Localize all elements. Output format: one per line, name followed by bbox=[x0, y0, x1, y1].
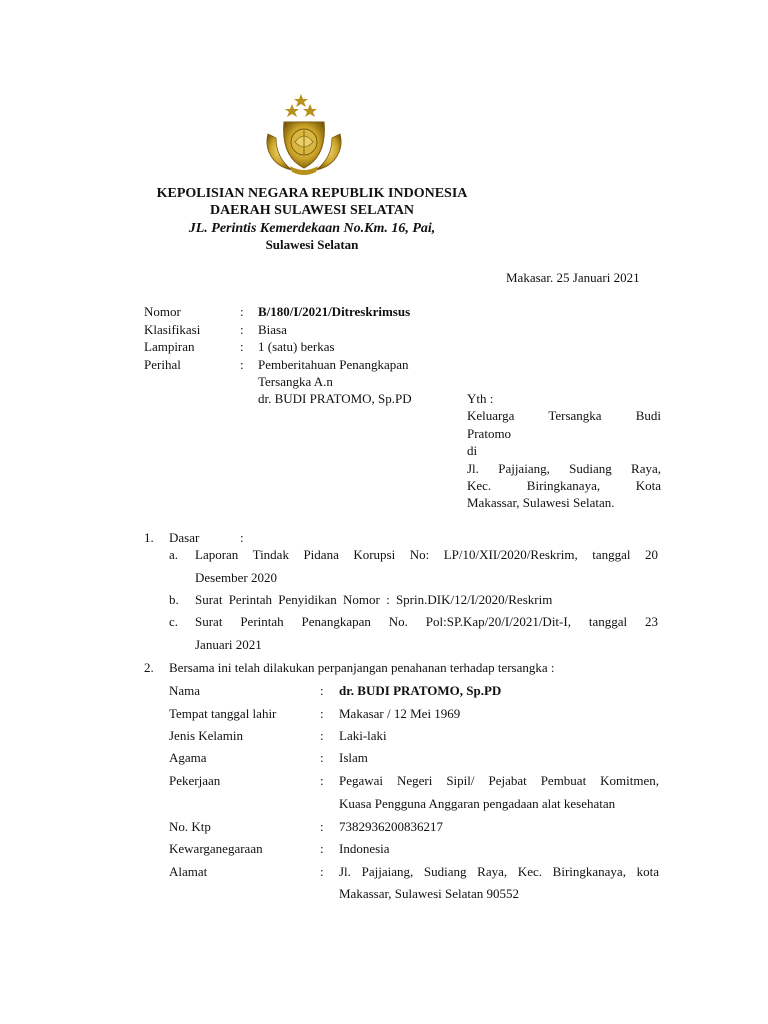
section-2-number: 2. bbox=[144, 660, 154, 675]
recipient-line-4: Jl. Pajjaiang, Sudiang Raya, bbox=[467, 461, 661, 476]
perihal-line-1: Pemberitahuan Penangkapan bbox=[258, 357, 409, 372]
perihal-line-2: Tersangka A.n bbox=[258, 374, 333, 389]
suspect-value: Indonesia bbox=[339, 841, 390, 856]
section-2-intro: Bersama ini telah dilakukan perpanjangan penahanan terhadap tersangka : bbox=[169, 660, 555, 675]
recipient-line-3: di bbox=[467, 443, 478, 458]
star-icon bbox=[294, 94, 308, 107]
suspect-colon: : bbox=[320, 728, 324, 743]
klasifikasi-value: Biasa bbox=[258, 322, 287, 337]
lampiran-colon: : bbox=[240, 339, 244, 354]
suspect-label: Agama bbox=[169, 750, 207, 765]
lampiran-label: Lampiran bbox=[144, 339, 195, 354]
suspect-label: Tempat tanggal lahir bbox=[169, 706, 277, 721]
header-line-1: KEPOLISIAN NEGARA REPUBLIK INDONESIA bbox=[156, 186, 468, 201]
dasar-item-text: Surat Perintah Penangkapan No. Pol:SP.Kap/20/I/2021/Dit-I, tanggal 23 bbox=[195, 614, 658, 629]
police-emblem-icon bbox=[262, 94, 346, 176]
nomor-label: Nomor bbox=[144, 304, 181, 319]
dasar-item-text: Surat Perintah Penyidikan Nomor : Sprin.DIK/12/I/2020/Reskrim bbox=[195, 592, 553, 607]
suspect-value: Laki-laki bbox=[339, 728, 387, 743]
header-line-4: Sulawesi Selatan bbox=[265, 237, 359, 252]
suspect-label: Jenis Kelamin bbox=[169, 728, 244, 743]
perihal-colon: : bbox=[240, 357, 244, 372]
klasifikasi-colon: : bbox=[240, 322, 244, 337]
nomor-value: B/180/I/2021/Ditreskrimsus bbox=[258, 304, 411, 319]
suspect-value: Islam bbox=[339, 750, 368, 765]
suspect-label: Nama bbox=[169, 683, 201, 698]
suspect-value-cont: Kuasa Pengguna Anggaran pengadaan alat kesehatan bbox=[339, 796, 616, 811]
suspect-label: Alamat bbox=[169, 864, 208, 879]
dasar-item-text-cont: Januari 2021 bbox=[195, 637, 262, 652]
suspect-colon: : bbox=[320, 773, 324, 788]
section-1-number: 1. bbox=[144, 530, 154, 545]
header-line-3: JL. Perintis Kemerdekaan No.Km. 16, Pai, bbox=[188, 221, 436, 236]
suspect-colon: : bbox=[320, 750, 324, 765]
suspect-value: Makasar / 12 Mei 1969 bbox=[339, 706, 461, 721]
header-line-2: DAERAH SULAWESI SELATAN bbox=[209, 203, 415, 218]
dasar-item-text-cont: Desember 2020 bbox=[195, 570, 277, 585]
recipient-line-2: Pratomo bbox=[467, 426, 512, 441]
suspect-label: Kewarganegaraan bbox=[169, 841, 263, 856]
suspect-label: Pekerjaan bbox=[169, 773, 221, 788]
recipient-line-5: Kec. Biringkanaya, Kota bbox=[467, 478, 661, 493]
section-1-colon: : bbox=[240, 530, 244, 545]
suspect-value: 7382936200836217 bbox=[339, 819, 443, 834]
klasifikasi-label: Klasifikasi bbox=[144, 322, 201, 337]
suspect-label: No. Ktp bbox=[169, 819, 211, 834]
suspect-value-cont: Makassar, Sulawesi Selatan 90552 bbox=[339, 886, 520, 901]
dasar-item-letter: a. bbox=[169, 547, 179, 562]
recipient-line-1: Keluarga Tersangka Budi bbox=[467, 408, 661, 423]
dasar-item-letter: b. bbox=[169, 592, 179, 607]
perihal-line-3: dr. BUDI PRATOMO, Sp.PD bbox=[258, 391, 412, 406]
recipient-yth: Yth : bbox=[467, 391, 494, 406]
suspect-value: Pegawai Negeri Sipil/ Pejabat Pembuat Komitmen, bbox=[339, 773, 659, 788]
suspect-colon: : bbox=[320, 841, 324, 856]
suspect-colon: : bbox=[320, 864, 324, 879]
perihal-label: Perihal bbox=[144, 357, 181, 372]
lampiran-value: 1 (satu) berkas bbox=[258, 339, 335, 354]
suspect-colon: : bbox=[320, 819, 324, 834]
nomor-colon: : bbox=[240, 304, 244, 319]
suspect-value: dr. BUDI PRATOMO, Sp.PD bbox=[339, 683, 502, 698]
dasar-item-text: Laporan Tindak Pidana Korupsi No: LP/10/XII/2020/Reskrim, tanggal 20 bbox=[195, 547, 658, 562]
letter-date: Makasar. 25 Januari 2021 bbox=[506, 270, 640, 285]
suspect-colon: : bbox=[320, 706, 324, 721]
section-1-title: Dasar bbox=[169, 530, 200, 545]
suspect-colon: : bbox=[320, 683, 324, 698]
recipient-line-6: Makassar, Sulawesi Selatan. bbox=[467, 495, 615, 510]
dasar-item-letter: c. bbox=[169, 614, 179, 629]
suspect-value: Jl. Pajjaiang, Sudiang Raya, Kec. Biringkanaya, kota bbox=[339, 864, 659, 879]
police-emblem bbox=[262, 94, 346, 176]
